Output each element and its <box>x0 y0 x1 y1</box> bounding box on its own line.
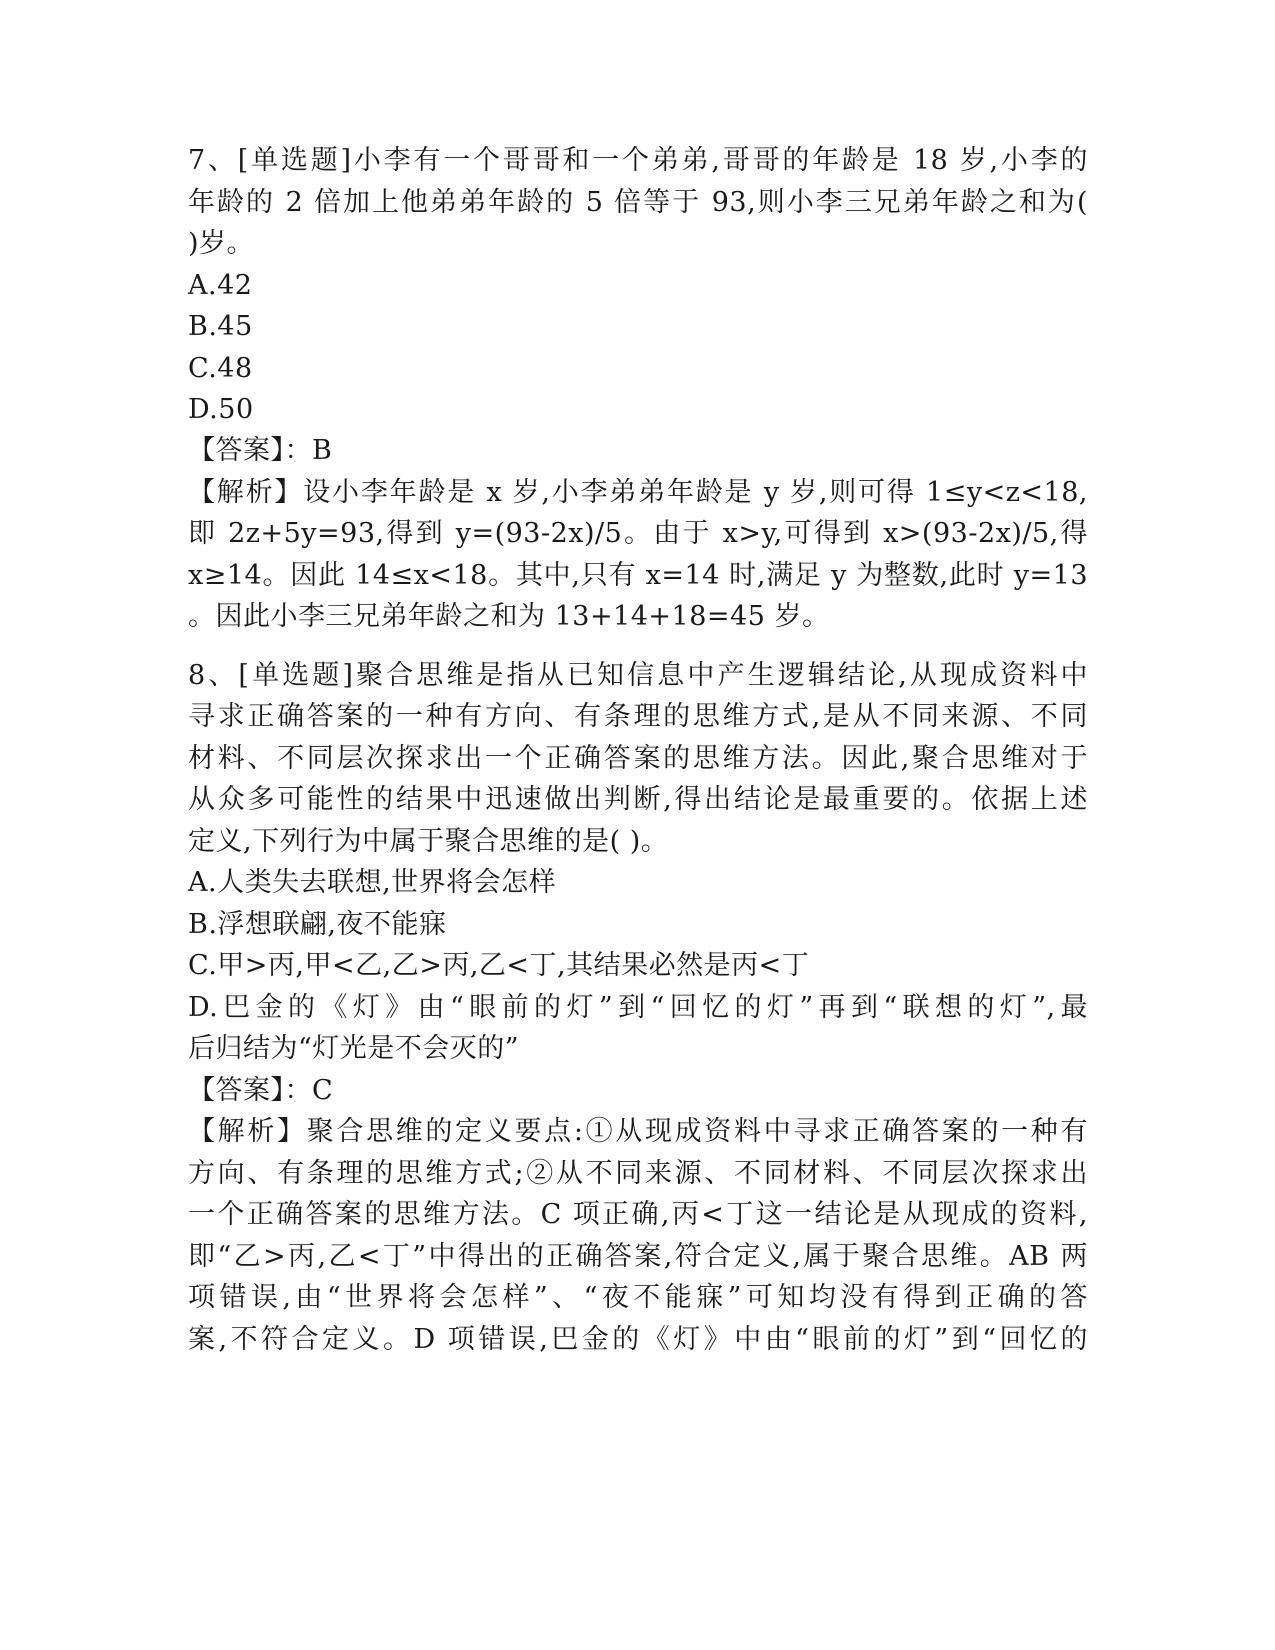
q7-analysis-line-3: x≥14。因此 14≤x<18。其中,只有 x=14 时,满足 y 为整数,此时 y=13 <box>188 560 1088 591</box>
q7-analysis-line-1: 【解析】设小李年龄是 x 岁,小李弟弟年龄是 y 岁,则可得 1≤y<z<18, <box>188 477 1088 508</box>
q8-option-c: C.甲>丙,甲<乙,乙>丙,乙<丁,其结果必然是丙<丁 <box>188 950 810 981</box>
q7-stem-line-2: 年龄的 2 倍加上他弟弟年龄的 5 倍等于 93,则小李三兄弟年龄之和为( <box>188 187 1088 218</box>
q7-stem-line-3: )岁。 <box>188 228 255 259</box>
q7-analysis-line-2: 即 2z+5y=93,得到 y=(93-2x)/5。由于 x>y,可得到 x>(93-2x)/5,得 <box>188 518 1088 549</box>
q8-analysis-line-4: 即“乙>丙,乙<丁”中得出的正确答案,符合定义,属于聚合思维。AB 两 <box>188 1241 1088 1272</box>
q8-stem-line-5: 定义,下列行为中属于聚合思维的是( )。 <box>188 826 669 857</box>
q8-analysis-line-1: 【解析】聚合思维的定义要点:①从现成资料中寻求正确答案的一种有 <box>188 1116 1088 1147</box>
q8-answer: 【答案】：C <box>188 1075 334 1106</box>
q8-stem-line-4: 从众多可能性的结果中迅速做出判断,得出结论是最重要的。依据上述 <box>188 784 1088 815</box>
q7-option-c: C.48 <box>188 353 253 384</box>
q7-analysis-line-4: 。因此小李三兄弟年龄之和为 13+14+18=45 岁。 <box>188 601 830 632</box>
q8-stem-line-3: 材料、不同层次探求出一个正确答案的思维方法。因此,聚合思维对于 <box>188 743 1088 774</box>
q8-option-a: A.人类失去联想,世界将会怎样 <box>188 867 557 898</box>
q8-option-b: B.浮想联翩,夜不能寐 <box>188 909 447 940</box>
q8-stem-line-2: 寻求正确答案的一种有方向、有条理的思维方式,是从不同来源、不同 <box>188 701 1088 732</box>
q7-answer: 【答案】：B <box>188 435 333 466</box>
q8-stem-line-1: 8、[单选题]聚合思维是指从已知信息中产生逻辑结论,从现成资料中 <box>188 660 1088 691</box>
q7-option-d: D.50 <box>188 394 254 425</box>
q7-option-b: B.45 <box>188 311 253 342</box>
q8-option-d-line-2: 后归结为“灯光是不会灭的” <box>188 1033 520 1064</box>
q8-analysis-line-3: 一个正确答案的思维方法。C 项正确,丙<丁这一结论是从现成的资料, <box>188 1199 1088 1230</box>
q8-analysis-line-2: 方向、有条理的思维方式;②从不同来源、不同材料、不同层次探求出 <box>188 1158 1088 1189</box>
q7-option-a: A.42 <box>188 270 253 301</box>
q8-option-d-line-1: D.巴金的《灯》由“眼前的灯”到“回忆的灯”再到“联想的灯”,最 <box>188 992 1088 1023</box>
q8-analysis-line-6: 案,不符合定义。D 项错误,巴金的《灯》中由“眼前的灯”到“回忆的 <box>188 1324 1088 1355</box>
q7-stem-line-1: 7、[单选题]小李有一个哥哥和一个弟弟,哥哥的年龄是 18 岁,小李的 <box>188 145 1088 176</box>
q8-analysis-line-5: 项错误,由“世界将会怎样”、“夜不能寐”可知均没有得到正确的答 <box>188 1282 1088 1313</box>
